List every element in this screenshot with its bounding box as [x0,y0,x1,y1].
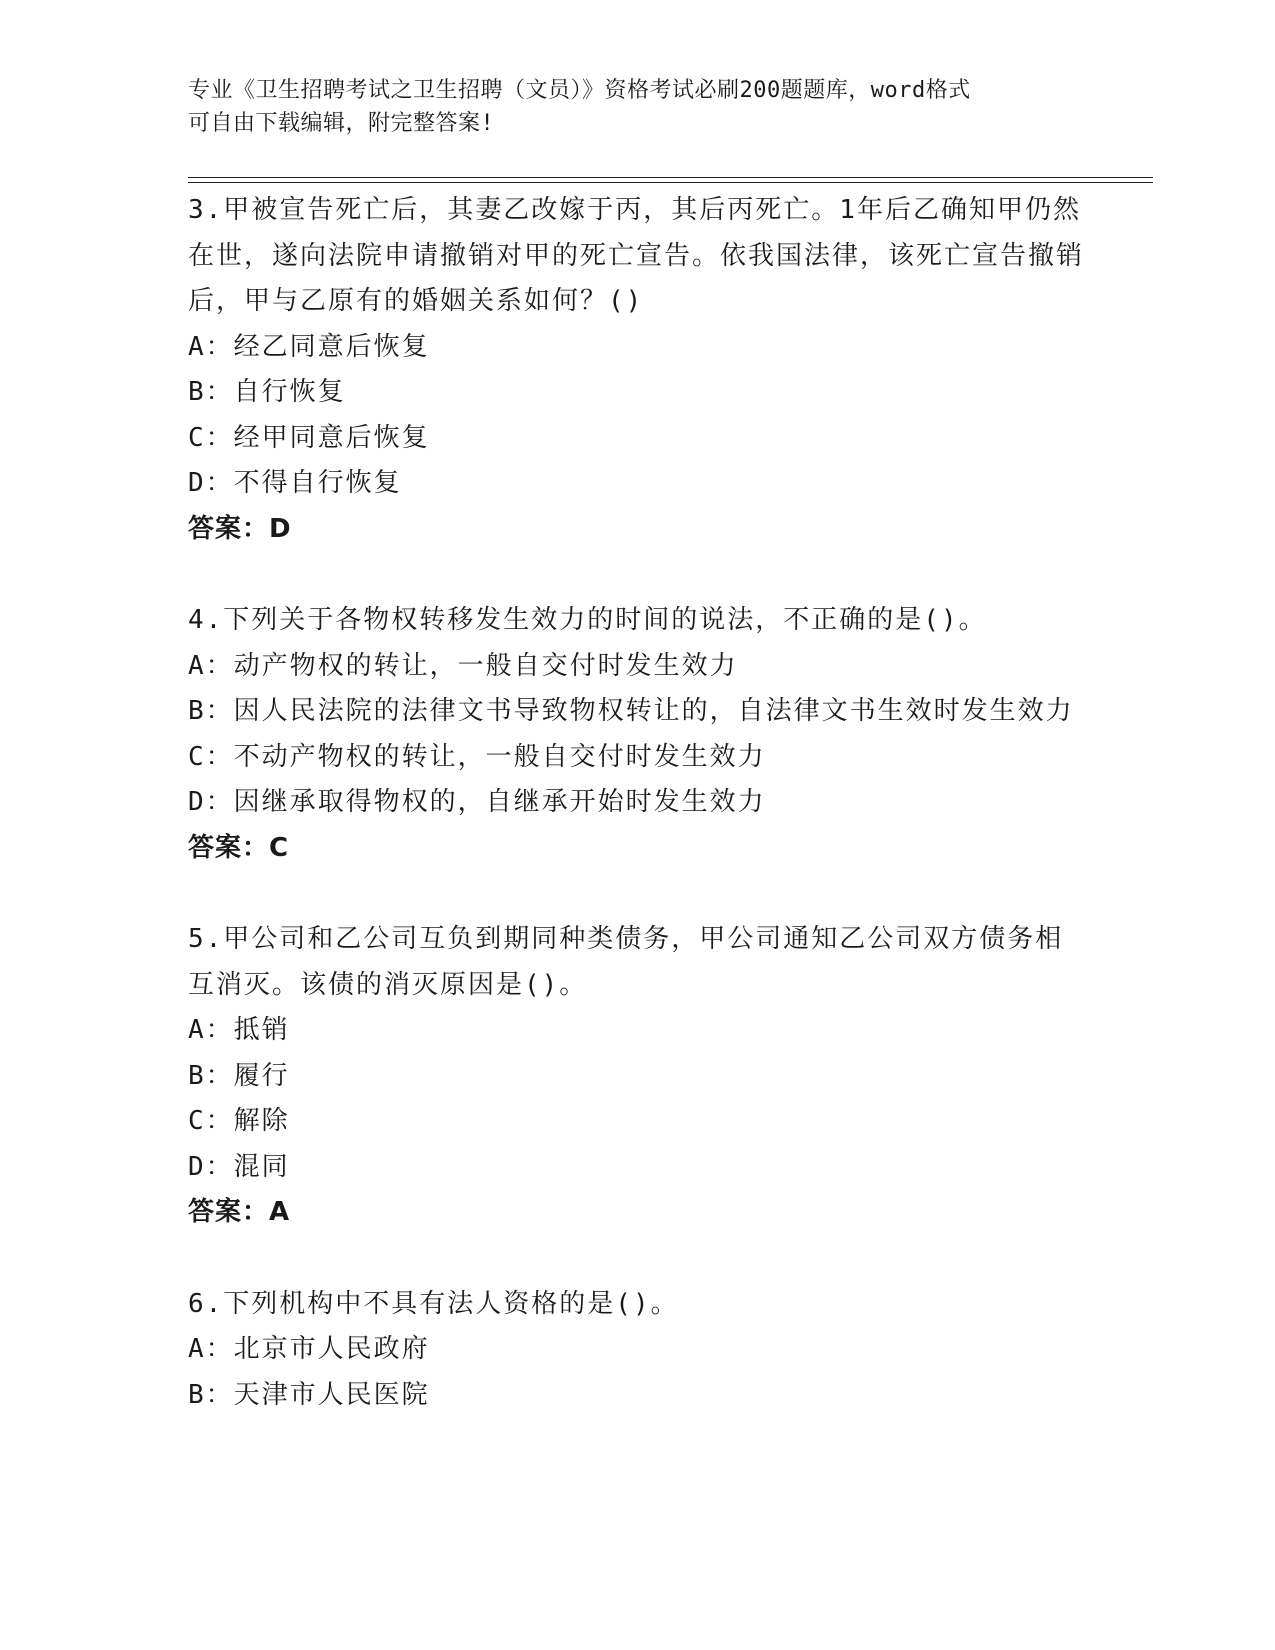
header-line-2: 可自由下载编辑，附完整答案! [188,111,495,136]
question-stem: 5.甲公司和乙公司互负到期同种类债务，甲公司通知乙公司双方债务相互消灭。该债的消灭原因是()。 [188,924,1064,1000]
question-4 [188,598,1088,871]
question-stem: 3.甲被宣告死亡后，其妻乙改嫁于丙，其后丙死亡。1年后乙确知甲仍然在世，遂向法院申请撤销对甲的死亡宣告。依我国法律，该死亡宣告撤销后，甲与乙原有的婚姻关系如何？() [188,195,1085,316]
option-b: B：履行 [188,1060,290,1091]
question-3 [188,188,1088,552]
question-stem: 4.下列关于各物权转移发生效力的时间的说法，不正确的是()。 [188,605,987,635]
answer-line: 答案：C [188,832,290,863]
option-d: D：因继承取得物权的，自继承开始时发生效力 [188,787,766,817]
header-rule-bottom [188,182,1153,183]
answer-line: 答案：A [188,1197,291,1227]
option-a: A：动产物权的转让，一般自交付时发生效力 [188,650,738,681]
answer-line: 答案：D [188,513,292,544]
option-b: B：天津市人民医院 [188,1379,430,1410]
question-5 [188,917,1088,1236]
option-c: C：解除 [188,1106,290,1136]
option-d: D：不得自行恢复 [188,468,402,498]
header-line-1: 专业《卫生招聘考试之卫生招聘（文员）》资格考试必刷200题题库，word格式 [188,78,971,103]
question-6 [188,1282,1088,1419]
option-a: A：抵销 [188,1015,290,1045]
question-list [188,188,1088,1464]
option-b: B：因人民法院的法律文书导致物权转让的，自法律文书生效时发生效力 [188,696,1074,726]
option-c: C：不动产物权的转让，一般自交付时发生效力 [188,741,766,772]
option-b: B：自行恢复 [188,377,346,407]
option-a: A：经乙同意后恢复 [188,331,430,362]
question-stem: 6.下列机构中不具有法人资格的是()。 [188,1288,679,1319]
option-d: D：混同 [188,1151,290,1182]
option-c: C：经甲同意后恢复 [188,422,430,453]
header-rule-top [188,177,1153,178]
document-header [188,74,1088,140]
option-a: A：北京市人民政府 [188,1334,430,1364]
